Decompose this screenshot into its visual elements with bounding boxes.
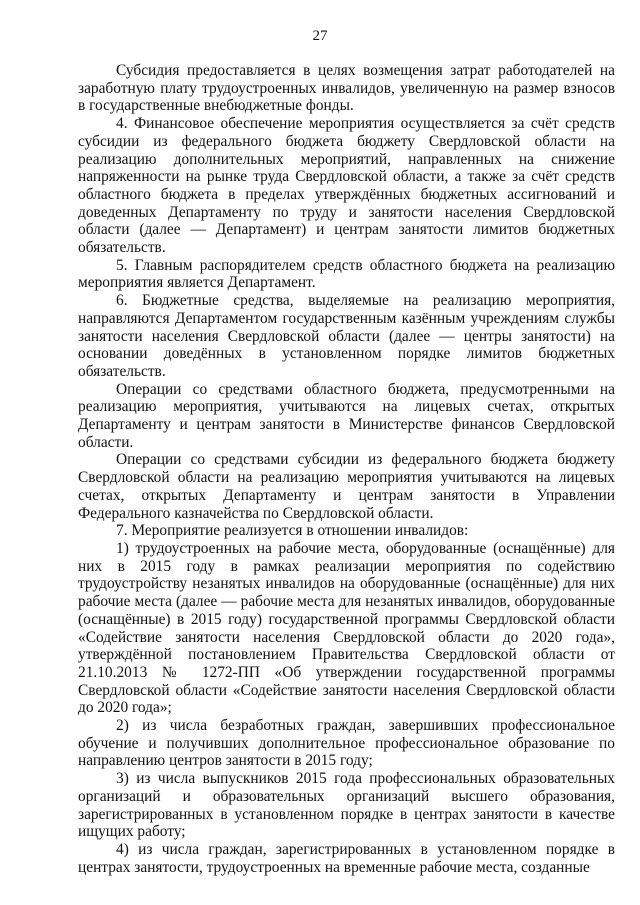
paragraph-subitem-4: 4) из числа граждан, зарегистрированных в установленном порядке в центрах занятости, трудоустроенных на временные рабочие места, созданные [78,840,615,876]
document-body [78,62,615,876]
paragraph-regional-budget-operations: Операции со средствами областного бюджета, предусмотренными на реализацию мероприятия, учитываются на лицевых счетах, открытых Департаменту и центрам занятости в Министерстве финансов Свердловской области. [78,380,615,451]
paragraph-subsidy-purpose: Субсидия предоставляется в целях возмещения затрат работодателей на заработную плату трудоустроенных инвалидов, увеличенную на размер взносов в государственные внебюджетные фонды. [78,62,615,115]
paragraph-item-4-financing: 4. Финансовое обеспечение мероприятия осуществляется за счёт средств субсидии из федерального бюджета бюджету Свердловской области на реализацию дополнительных мероприятий, направленных на снижение напряженности на рынке труда Свердловской области, а также за счёт средств областного бюджета в пределах утверждённых бюджетных ассигнований и доведенных Департаменту по труду и занятости населения Свердловской области (далее — Департамент) и центрам занятости лимитов бюджетных обязательств. [78,115,615,257]
paragraph-federal-subsidy-operations: Операции со средствами субсидии из федерального бюджета бюджету Свердловской области на реализацию мероприятия учитываются на лицевых счетах, открытых Департаменту и центрам занятости в Управлении Федерального казначейства по Свердловской области. [78,451,615,522]
paragraph-subitem-1: 1) трудоустроенных на рабочие места, оборудованные (оснащённые) для них в 2015 году в рамках реализации мероприятия по содействию трудоустройству незанятых инвалидов на оборудованные (оснащённые) для них рабочие места (далее — рабочие места для незанятых инвалидов, оборудованные (оснащённые) в 2015 году) государственной программы Свердловской области «Содействие занятости населения Свердловской области до 2020 года», утверждённой постановлением Правительства Свердловской области от 21.10.2013 № 1272-ПП «Об утверждении государственной программы Свердловской области «Содействие занятости населения Свердловской области до 2020 года»; [78,539,615,717]
paragraph-item-6-budget-funds: 6. Бюджетные средства, выделяемые на реализацию мероприятия, направляются Департаментом государственным казённым учреждениям службы занятости населения Свердловской области (далее — центры занятости) на основании доведённых в установленном порядке лимитов бюджетных обязательств. [78,292,615,380]
page-number: 27 [312,28,328,44]
paragraph-item-5-main-administrator: 5. Главным распорядителем средств областного бюджета на реализацию мероприятия является Департамент. [78,256,615,292]
paragraph-subitem-3: 3) из числа выпускников 2015 года профессиональных образовательных организаций и образовательных организаций высшего образования, зарегистрированных в установленном порядке в центрах занятости в качестве ищущих работу; [78,770,615,841]
paragraph-subitem-2: 2) из числа безработных граждан, завершивших профессиональное обучение и получивших дополнительное профессиональное образование по направлению центров занятости в 2015 году; [78,717,615,770]
paragraph-item-7-intro: 7. Мероприятие реализуется в отношении инвалидов: [116,522,469,540]
